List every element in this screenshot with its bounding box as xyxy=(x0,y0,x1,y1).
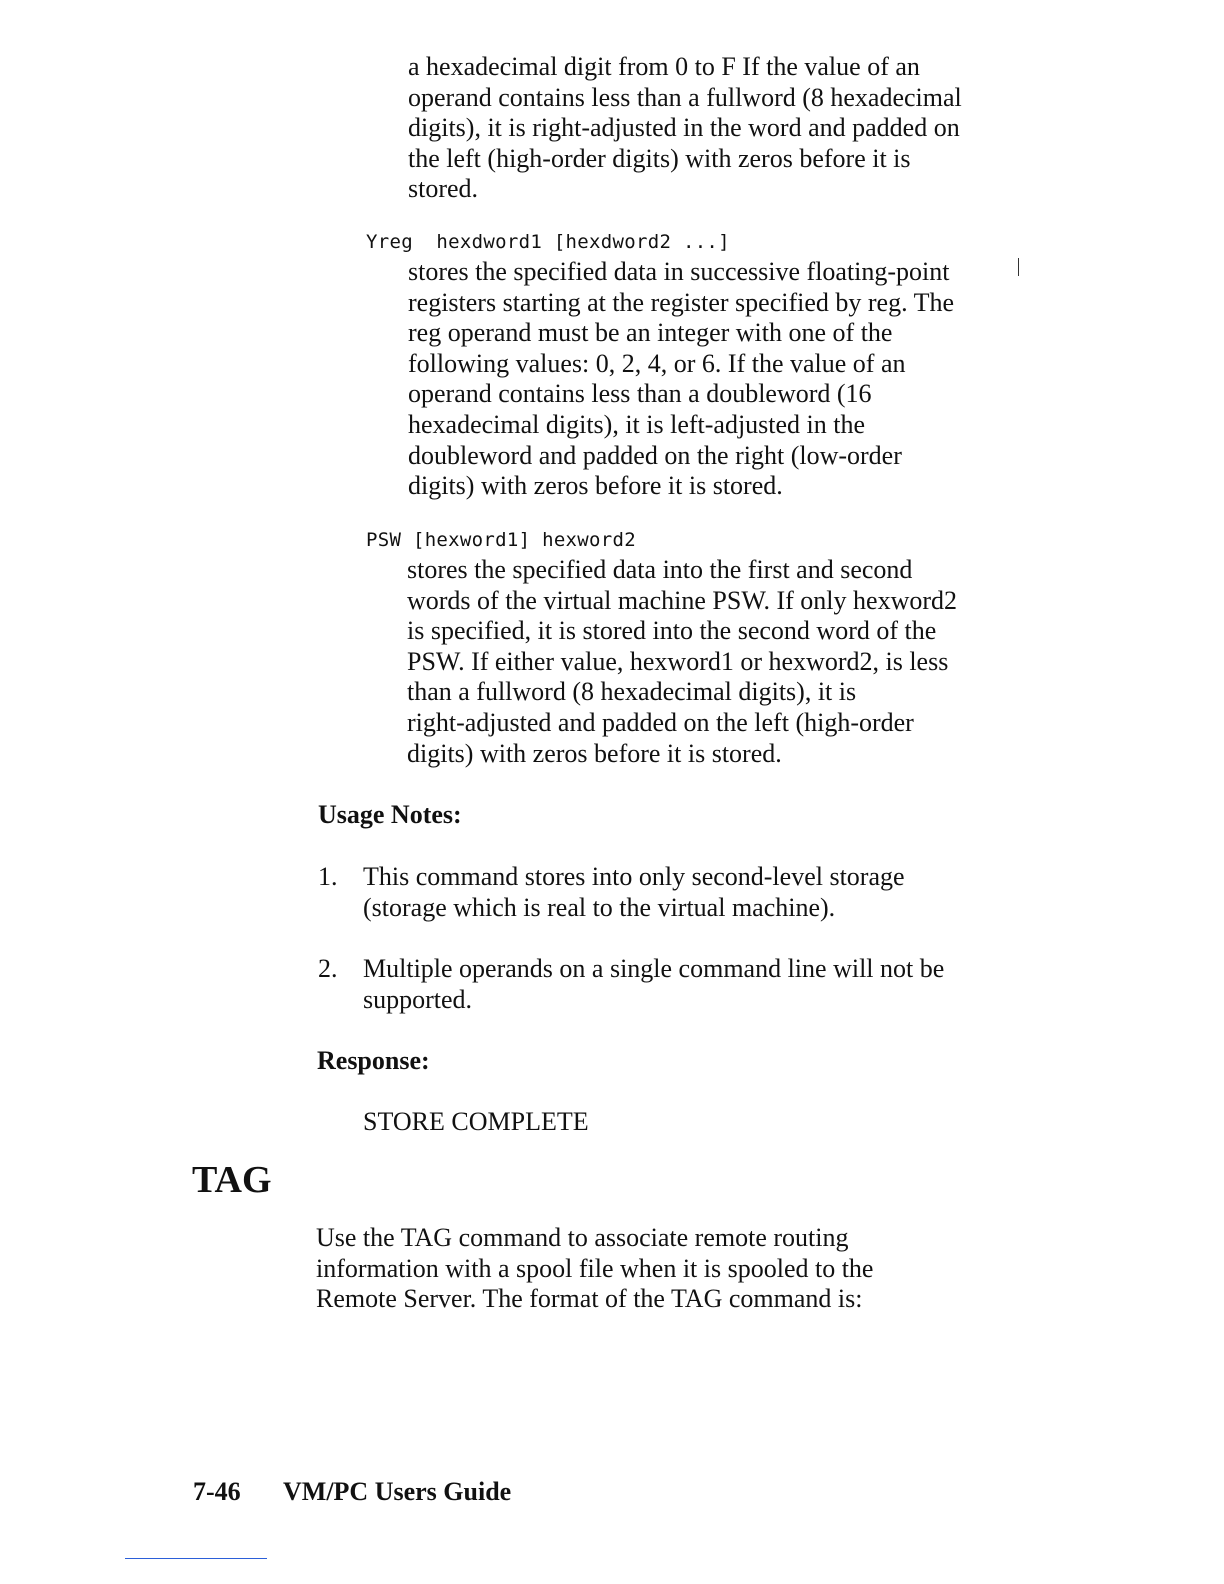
text-line: a hexadecimal digit from 0 to F If the value of an xyxy=(408,52,920,81)
psw-description xyxy=(407,555,1027,769)
text-line: stored. xyxy=(408,174,479,204)
text-line: stores the specified data into the first and second xyxy=(407,555,913,584)
text-line: This command stores into only second-level storage xyxy=(363,862,905,891)
book-title: VM/PC Users Guide xyxy=(283,1477,512,1506)
tag-section-heading: TAG xyxy=(192,1159,272,1201)
response-heading: Response: xyxy=(317,1046,430,1075)
footer-rule xyxy=(125,1558,267,1559)
text-line: operand contains less than a doubleword (16 xyxy=(408,379,872,409)
text-line: doubleword and padded on the right (low-order xyxy=(408,440,902,470)
page-footer xyxy=(193,1477,511,1507)
text-line: Multiple operands on a single command line will not be xyxy=(363,954,945,983)
text-line: following values: 0, 2, 4, or 6. If the value of an xyxy=(408,348,906,378)
text-line: information with a spool file when it is spooled to the xyxy=(316,1253,874,1283)
response-text: STORE COMPLETE xyxy=(363,1107,589,1136)
text-line: Use the TAG command to associate remote routing xyxy=(316,1223,849,1252)
text-line: (storage which is real to the virtual machine). xyxy=(363,892,836,922)
note-text xyxy=(363,954,1023,1015)
text-line: registers starting at the register specified by reg. The xyxy=(408,287,955,317)
continued-paragraph xyxy=(408,52,1028,205)
note-number: 2. xyxy=(318,954,338,983)
text-line: operand contains less than a fullword (8 hexadecimal xyxy=(408,82,962,112)
text-line: stores the specified data in successive floating-point xyxy=(408,257,950,286)
tag-intro-paragraph xyxy=(316,1223,1016,1315)
text-line: is specified, it is stored into the second word of the xyxy=(407,616,937,646)
revision-bar xyxy=(1018,258,1019,276)
psw-syntax: PSW [hexword1] hexword2 xyxy=(366,529,636,551)
page-number: 7-46 xyxy=(193,1477,241,1506)
text-line: reg operand must be an integer with one of the xyxy=(408,318,893,348)
text-line: digits), it is right-adjusted in the word and padded on xyxy=(408,113,960,143)
note-number: 1. xyxy=(318,862,338,891)
text-line: words of the virtual machine PSW. If only hexword2 xyxy=(407,585,957,615)
yreg-description xyxy=(408,257,1028,502)
text-line: Remote Server. The format of the TAG command is: xyxy=(316,1284,863,1314)
text-line: digits) with zeros before it is stored. xyxy=(408,471,783,501)
text-line: supported. xyxy=(363,984,473,1014)
usage-notes-heading: Usage Notes: xyxy=(318,800,462,829)
note-text xyxy=(363,862,1023,923)
text-line: PSW. If either value, hexword1 or hexword2, is less xyxy=(407,646,949,676)
text-line: right-adjusted and padded on the left (high-order xyxy=(407,707,914,737)
yreg-syntax: Yreg hexdword1 [hexdword2 ...] xyxy=(366,231,730,253)
text-line: the left (high-order digits) with zeros before it is xyxy=(408,143,911,173)
text-line: hexadecimal digits), it is left-adjusted in the xyxy=(408,409,866,439)
text-line: than a fullword (8 hexadecimal digits), it is xyxy=(407,677,857,707)
text-line: digits) with zeros before it is stored. xyxy=(407,738,782,768)
